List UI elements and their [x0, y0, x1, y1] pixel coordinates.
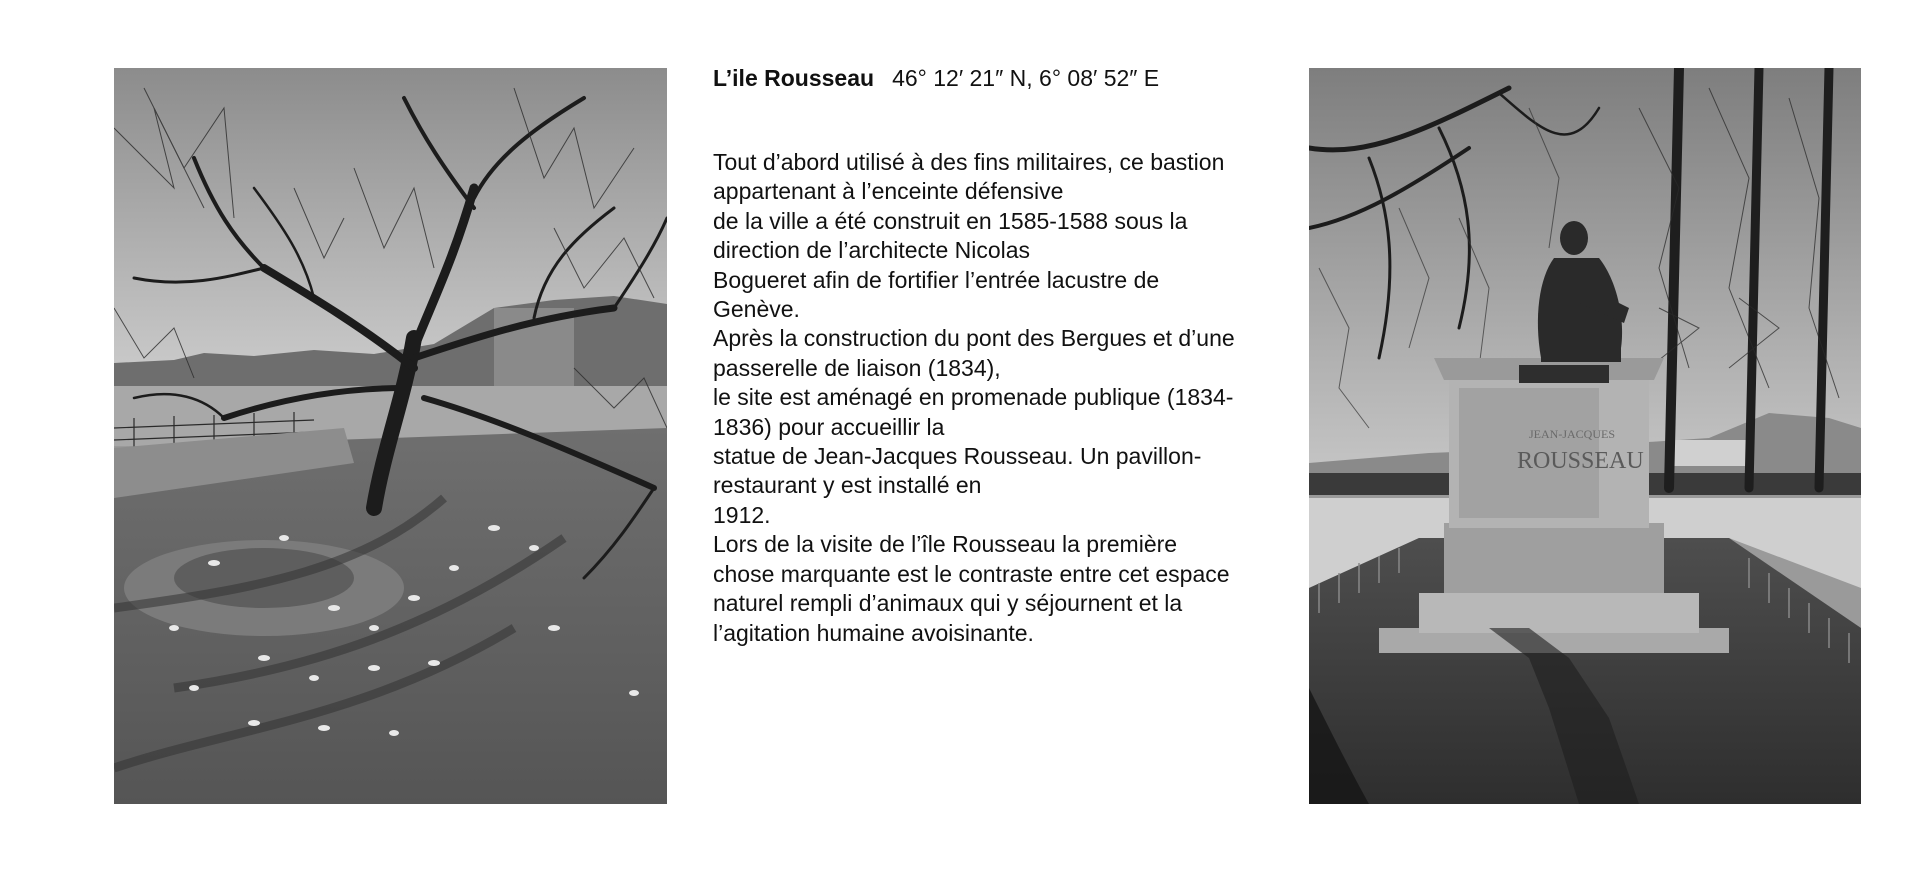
willow-tree-photo: [114, 68, 667, 804]
description-line: restaurant y est installé en: [713, 472, 982, 499]
coordinates: 46° 12′ 21″ N, 6° 08′ 52″ E: [892, 65, 1160, 91]
description-line: l’agitation humaine avoisinante.: [713, 619, 1034, 646]
description-line: chose marquante est le contraste entre cet espace: [713, 560, 1230, 587]
description-line: Genève.: [713, 296, 800, 323]
place-name: L’ile Rousseau: [713, 65, 875, 91]
description-line: Bogueret afin de fortifier l’entrée lacustre de: [713, 266, 1160, 293]
page-title: [713, 62, 1273, 94]
description-line: Lors de la visite de l’île Rousseau la première: [713, 531, 1178, 558]
description-line: de la ville a été construit en 1585-1588 sous la: [713, 207, 1188, 234]
description-line: passerelle de liaison (1834),: [713, 354, 1001, 381]
description-line: le site est aménagé en promenade publique (1834-: [713, 384, 1234, 411]
description-line: direction de l’architecte Nicolas: [713, 237, 1031, 264]
rousseau-statue-photo: [1309, 68, 1861, 804]
description-line: naturel rempli d’animaux qui y séjournent et la: [713, 590, 1183, 617]
plaque-line-1: JEAN-JACQUES: [1529, 427, 1616, 441]
description-paragraph: [713, 148, 1273, 648]
description-line: appartenant à l’enceinte défensive: [713, 178, 1064, 205]
description-line: 1912.: [713, 501, 771, 528]
description-line: statue de Jean-Jacques Rousseau. Un pavillon-: [713, 443, 1202, 470]
text-column: [713, 62, 1273, 648]
rousseau-statue-image: [1309, 68, 1861, 804]
description-line: 1836) pour accueillir la: [713, 413, 945, 440]
willow-tree-image: [114, 68, 667, 804]
description-line: Tout d’abord utilisé à des fins militaires, ce bastion: [713, 149, 1225, 175]
plaque-line-2: ROUSSEAU: [1517, 448, 1644, 474]
description-line: Après la construction du pont des Bergues et d’une: [713, 325, 1235, 352]
